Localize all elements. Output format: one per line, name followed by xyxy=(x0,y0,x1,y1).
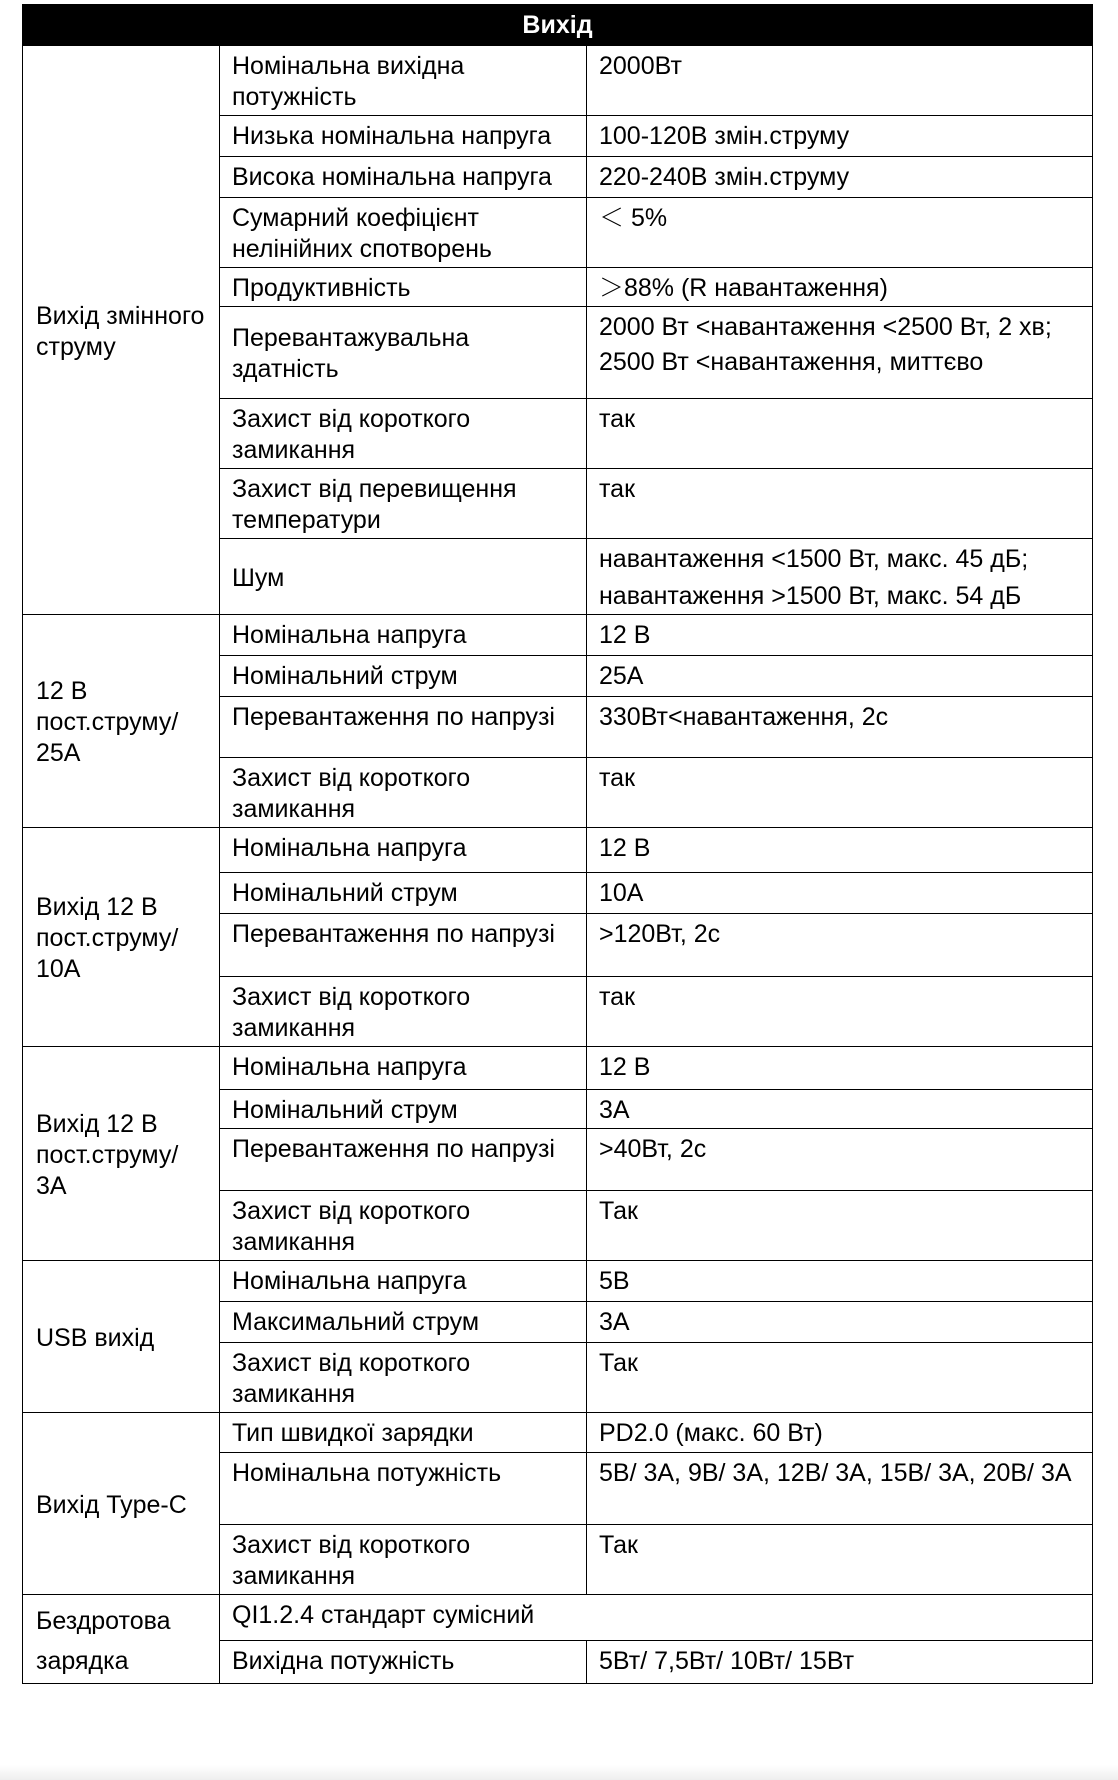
table-row xyxy=(23,46,1093,116)
param-note: QI1.2.4 стандарт сумісний xyxy=(220,1595,1093,1641)
param-label: Номінальний струм xyxy=(220,873,587,914)
param-value: >120Вт, 2с xyxy=(587,914,1093,977)
spec-table xyxy=(22,4,1093,1684)
param-value: 10А xyxy=(587,873,1093,914)
param-label: Захист від короткого замикання xyxy=(220,399,587,469)
param-value: 3А xyxy=(587,1090,1093,1129)
param-value: 330Вт<навантаження, 2с xyxy=(587,697,1093,758)
param-value xyxy=(587,539,1093,615)
param-label: Номінальна напруга xyxy=(220,1047,587,1090)
param-value: 12 В xyxy=(587,1047,1093,1090)
param-label: Перевантажувальна здатність xyxy=(220,307,587,399)
table-row xyxy=(23,1595,1093,1641)
param-value: так xyxy=(587,977,1093,1047)
table-header-row xyxy=(23,5,1093,46)
param-label: Номінальна потужність xyxy=(220,1453,587,1525)
table-row xyxy=(23,615,1093,656)
param-value: так xyxy=(587,399,1093,469)
param-label: Вихідна потужність xyxy=(220,1641,587,1684)
param-label: Перевантаження по напрузі xyxy=(220,697,587,758)
table-row xyxy=(23,828,1093,873)
param-label: Тип швидкої зарядки xyxy=(220,1413,587,1453)
param-label: Номінальна вихідна потужність xyxy=(220,46,587,116)
param-label: Перевантаження по напрузі xyxy=(220,914,587,977)
param-label: Номінальна напруга xyxy=(220,828,587,873)
param-value: Так xyxy=(587,1191,1093,1261)
param-label: Захист від короткого замикання xyxy=(220,758,587,828)
table-header: Вихід xyxy=(23,5,1093,46)
param-value: 3А xyxy=(587,1302,1093,1343)
param-value: 25А xyxy=(587,656,1093,697)
param-value: 5Вт/ 7,5Вт/ 10Вт/ 15Вт xyxy=(587,1641,1093,1684)
value-line: 2500 Вт <навантаження, миттєво xyxy=(599,348,984,376)
param-value: 12 В xyxy=(587,828,1093,873)
param-label: Сумарний коефіцієнт нелінійних спотворень xyxy=(220,198,587,268)
value-line: навантаження >1500 Вт, макс. 54 дБ xyxy=(599,582,1022,610)
param-value: 5В xyxy=(587,1261,1093,1302)
param-label: Захист від короткого замикання xyxy=(220,1525,587,1595)
group-label: Бездротова зарядка xyxy=(23,1595,220,1684)
table-row xyxy=(23,1413,1093,1453)
param-label: Захист від короткого замикання xyxy=(220,1191,587,1261)
group-label: 12 В пост.струму/ 25А xyxy=(23,615,220,828)
param-value: Так xyxy=(587,1343,1093,1413)
param-label: Номінальний струм xyxy=(220,656,587,697)
param-value: PD2.0 (макс. 60 Вт) xyxy=(587,1413,1093,1453)
group-label: Вихід 12 В пост.струму/ 3А xyxy=(23,1047,220,1261)
group-label: Вихід 12 В пост.струму/ 10А xyxy=(23,828,220,1047)
param-value: 2000Вт xyxy=(587,46,1093,116)
bottom-fade xyxy=(0,1765,1118,1780)
param-value: 220-240В змін.струму xyxy=(587,157,1093,198)
param-label: Захист від короткого замикання xyxy=(220,977,587,1047)
table-body xyxy=(23,46,1093,1684)
param-value: 5В/ 3А, 9В/ 3А, 12В/ 3А, 15В/ 3А, 20В/ 3А xyxy=(587,1453,1093,1525)
param-label: Висока номінальна напруга xyxy=(220,157,587,198)
param-value: так xyxy=(587,758,1093,828)
param-value xyxy=(587,307,1093,399)
param-value: так xyxy=(587,469,1093,539)
table-row xyxy=(23,1261,1093,1302)
param-label: Захист від короткого замикання xyxy=(220,1343,587,1413)
param-label: Шум xyxy=(220,539,587,615)
param-value: Так xyxy=(587,1525,1093,1595)
param-value: ＜ 5% xyxy=(587,198,1093,268)
param-label: Номінальна напруга xyxy=(220,1261,587,1302)
param-value: 12 В xyxy=(587,615,1093,656)
param-label: Максимальний струм xyxy=(220,1302,587,1343)
param-label: Захист від перевищення температури xyxy=(220,469,587,539)
param-value: ＞88% (R навантаження) xyxy=(587,268,1093,307)
param-label: Номінальна напруга xyxy=(220,615,587,656)
param-label: Низька номінальна напруга xyxy=(220,116,587,157)
group-label: Вихід Type-C xyxy=(23,1413,220,1595)
table-row xyxy=(23,1047,1093,1090)
value-line: навантаження <1500 Вт, макс. 45 дБ; xyxy=(599,545,1029,573)
param-value: >40Вт, 2с xyxy=(587,1129,1093,1191)
value-line: 2000 Вт <навантаження <2500 Вт, 2 хв; xyxy=(599,313,1052,341)
group-label: Вихід змінного струму xyxy=(23,46,220,615)
param-label: Продуктивність xyxy=(220,268,587,307)
param-label: Перевантаження по напрузі xyxy=(220,1129,587,1191)
param-value: 100-120В змін.струму xyxy=(587,116,1093,157)
group-label: USB вихід xyxy=(23,1261,220,1413)
param-label: Номінальний струм xyxy=(220,1090,587,1129)
